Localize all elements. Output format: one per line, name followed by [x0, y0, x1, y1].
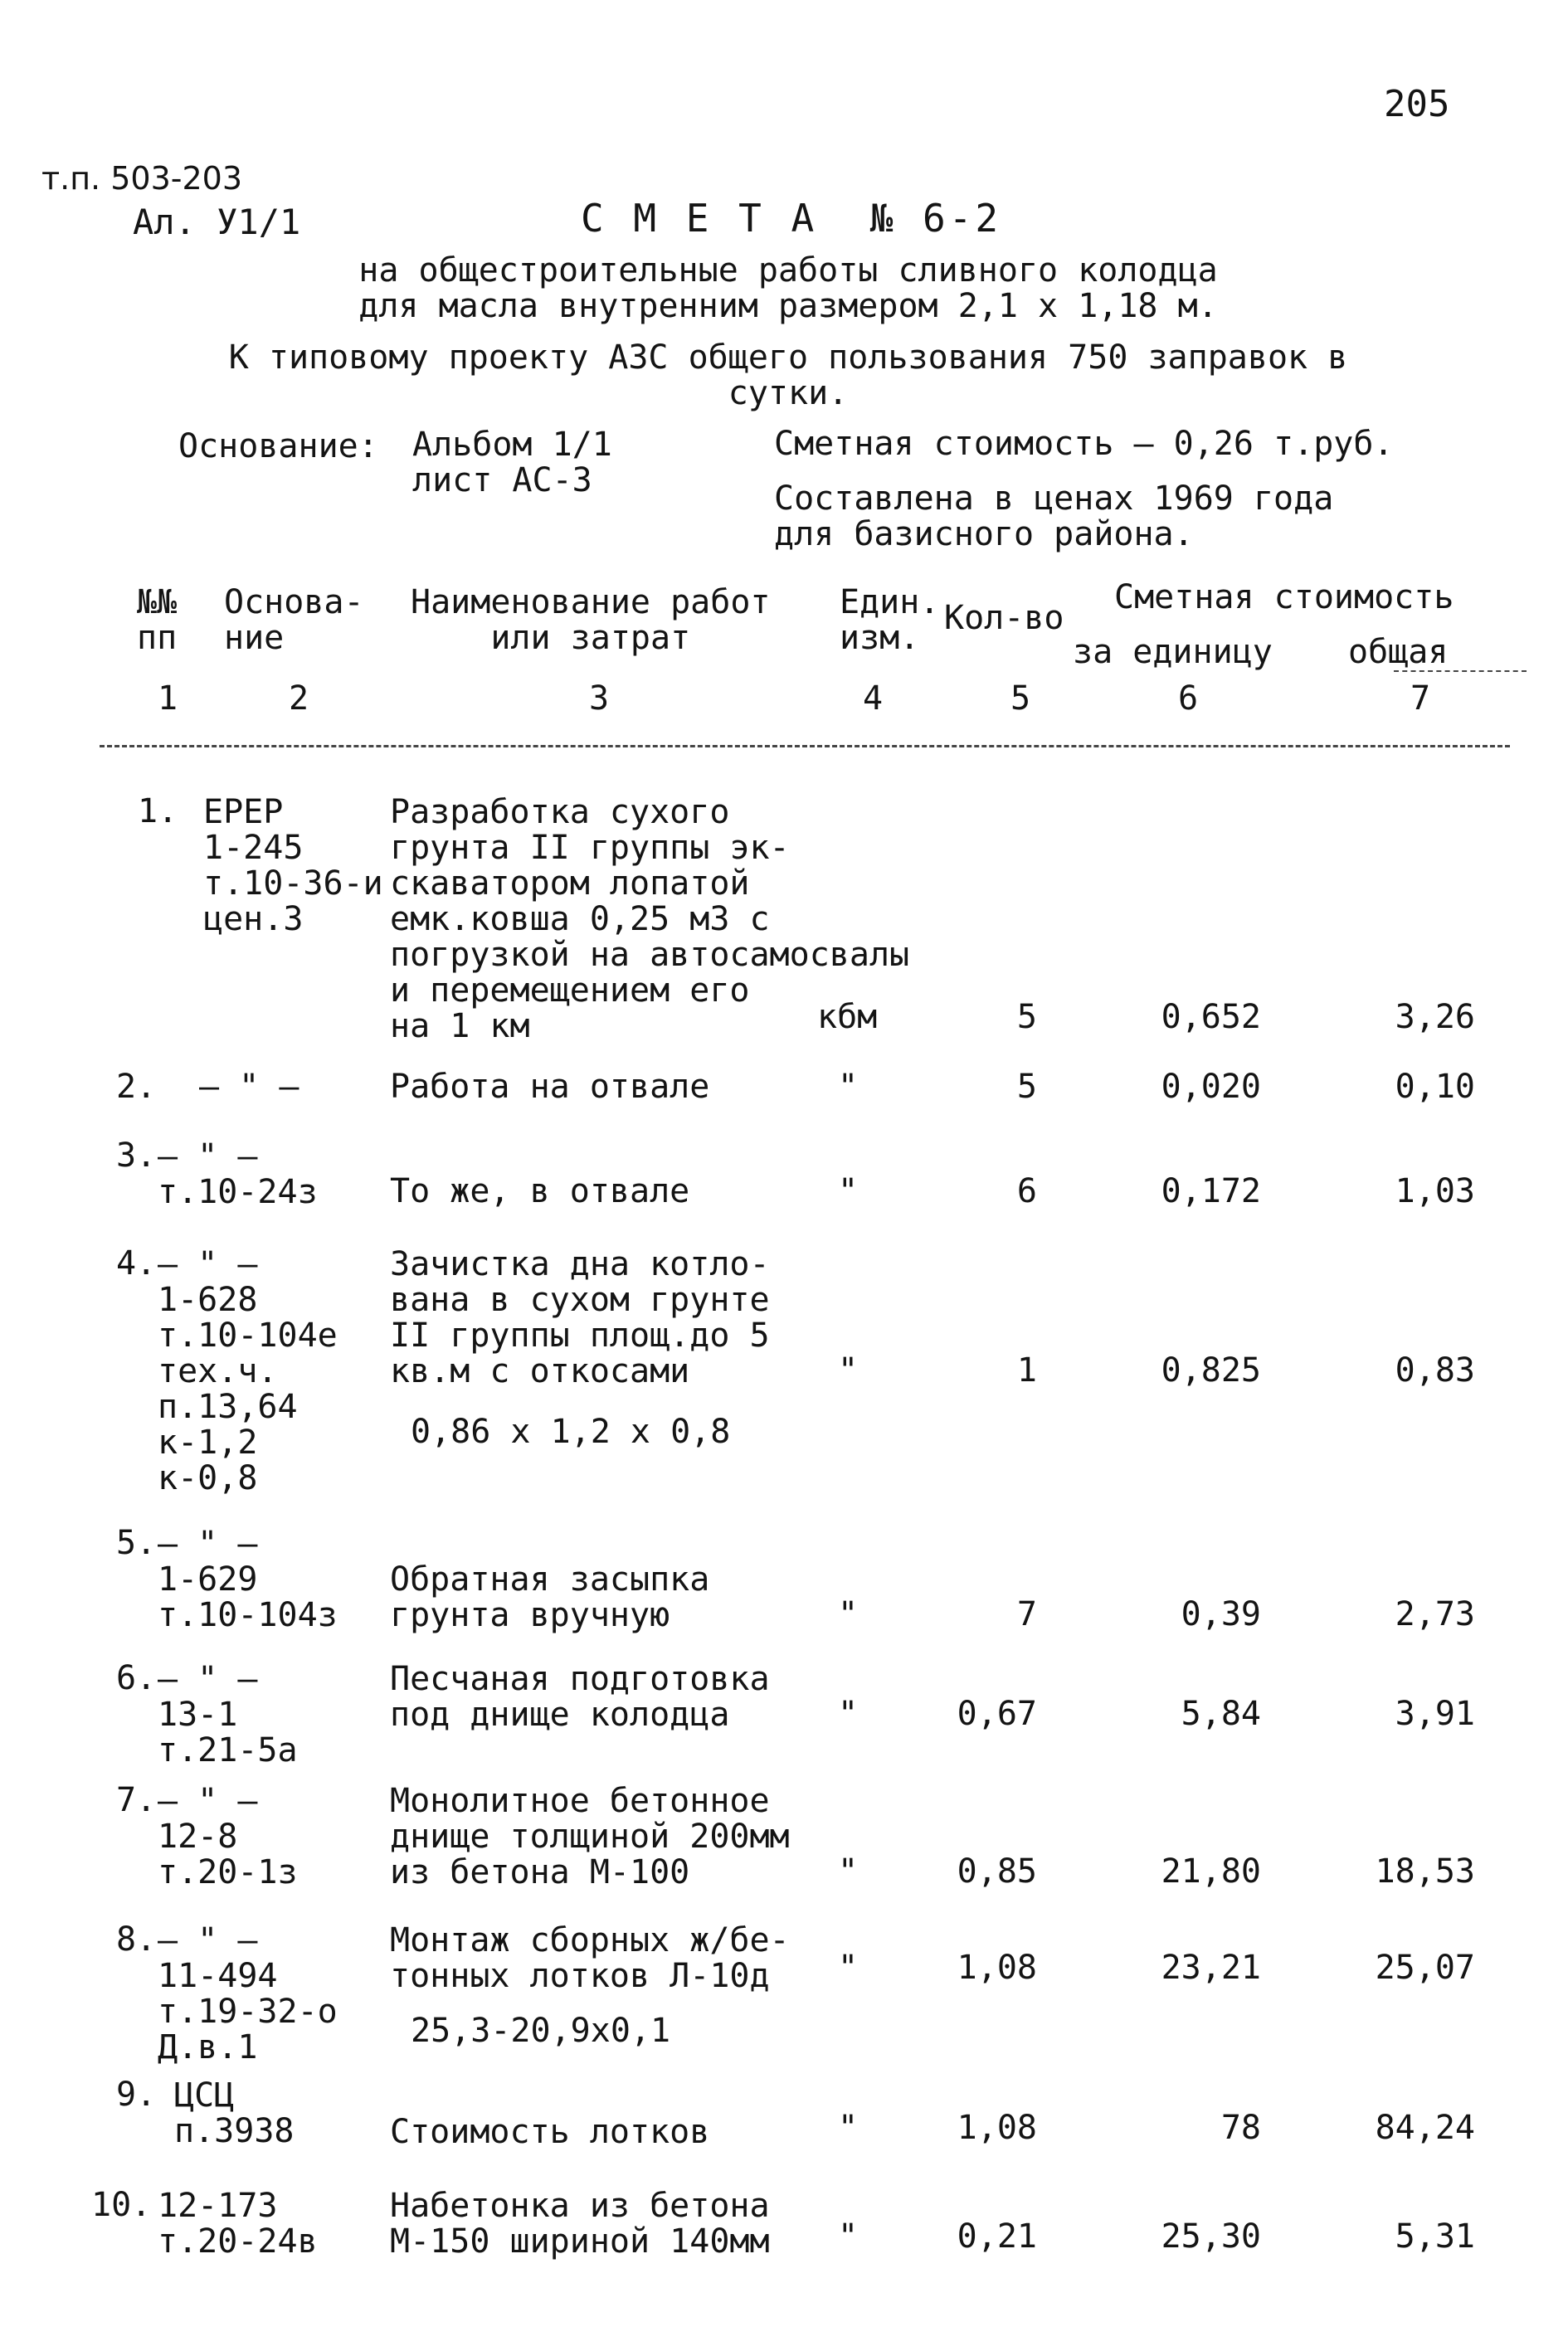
column-number: 6	[1177, 679, 1199, 718]
row-work-name: Стоимость лотков	[390, 2113, 710, 2151]
row-number: 3.	[116, 1137, 157, 1175]
row-unit: "	[838, 1172, 859, 1210]
row-work-name: То же, в отвале	[390, 1172, 690, 1210]
row-number: 6.	[116, 1659, 157, 1697]
row-unit: "	[838, 1595, 859, 1633]
row-calculation: 0,86 х 1,2 х 0,8	[411, 1413, 731, 1451]
row-basis: 12-173 т.20-24в	[158, 2187, 318, 2261]
row-number: 9.	[116, 2076, 157, 2114]
row-quantity: 5	[1016, 1068, 1037, 1106]
row-number: 8.	[116, 1920, 157, 1959]
row-unit-cost: 0,39	[1181, 1595, 1261, 1633]
row-total: 3,26	[1395, 998, 1475, 1036]
row-unit: "	[838, 2109, 859, 2147]
row-unit: "	[838, 1068, 859, 1106]
row-quantity: 0,67	[957, 1695, 1037, 1733]
row-work-name: Работа на отвале	[390, 1068, 710, 1106]
row-unit: "	[838, 1852, 859, 1891]
row-unit: кбм	[817, 998, 878, 1036]
row-work-name: Песчаная подготовка под днище колодца	[390, 1660, 770, 1734]
row-basis: – " – 12-8 т.20-1з	[158, 1782, 298, 1891]
column-number: 7	[1410, 679, 1431, 718]
row-total: 2,73	[1395, 1595, 1475, 1633]
row-number: 5.	[116, 1524, 157, 1562]
column-number: 3	[588, 679, 610, 718]
row-quantity: 1,08	[957, 2109, 1037, 2147]
row-number: 4.	[116, 1244, 157, 1283]
row-total: 0,10	[1395, 1068, 1475, 1106]
row-unit: "	[838, 1351, 859, 1390]
row-basis: – " – 1-628 т.10-104е тех.ч. п.13,64 к-1,2 к-0,8	[158, 1245, 338, 1497]
row-number: 10.	[91, 2186, 152, 2224]
column-header-name: Наименование работ или затрат	[411, 583, 771, 657]
column-number: 2	[288, 679, 309, 718]
row-unit-cost: 21,80	[1161, 1852, 1261, 1891]
row-calculation: 25,3-20,9х0,1	[411, 2012, 671, 2050]
row-number: 1.	[138, 792, 178, 830]
row-total: 0,83	[1395, 1351, 1475, 1390]
row-quantity: 6	[1016, 1172, 1037, 1210]
document-subtitle: на общестроительные работы сливного колодца для масла внутренним размером 2,1 х 1,18 м.	[358, 251, 1218, 325]
row-unit-cost: 5,84	[1181, 1695, 1261, 1733]
column-number: 1	[157, 679, 178, 718]
row-total: 25,07	[1375, 1949, 1475, 1987]
row-quantity: 7	[1016, 1595, 1037, 1633]
project-line: К типовому проекту АЗС общего пользования 750 заправок в сутки.	[228, 338, 1348, 412]
row-work-name: Разработка сухого грунта II группы эк- скаватором лопатой емк.ковша 0,25 м3 с погрузкой на автосамосвалы и перемещением его на 1 км	[390, 793, 910, 1045]
row-quantity: 1,08	[957, 1949, 1037, 1987]
row-unit: "	[838, 1949, 859, 1987]
row-quantity: 5	[1016, 998, 1037, 1036]
row-number: 2.	[116, 1068, 157, 1106]
document-title: С М Е Т А № 6-2	[581, 196, 1002, 241]
row-quantity: 0,21	[957, 2217, 1037, 2256]
column-header-unit: Един. изм.	[840, 583, 940, 657]
row-unit-cost: 23,21	[1161, 1949, 1261, 1987]
row-unit-cost: 25,30	[1161, 2217, 1261, 2256]
row-unit-cost: 0,825	[1161, 1351, 1261, 1390]
row-basis: – " –	[199, 1068, 299, 1106]
row-total: 84,24	[1375, 2109, 1475, 2147]
page-number: 205	[1384, 83, 1450, 125]
row-quantity: 1	[1016, 1351, 1037, 1390]
row-basis: – " – т.10-24з	[158, 1137, 318, 1211]
column-header-basis: Основа- ние	[224, 583, 364, 657]
column-number: 4	[862, 679, 884, 718]
row-total: 3,91	[1395, 1695, 1475, 1733]
row-work-name: Монолитное бетонное днище толщиной 200мм из бетона М-100	[390, 1782, 790, 1891]
row-work-name: Обратная засыпка грунта вручную	[390, 1560, 710, 1634]
project-reference: т.п. 503-203	[41, 160, 242, 197]
header-separator	[100, 745, 1510, 747]
column-header-cost-group: Сметная стоимость	[1114, 578, 1454, 616]
row-basis: – " – 11-494 т.19-32-о Д.в.1	[158, 1921, 338, 2066]
header-dash-short	[1394, 670, 1527, 672]
row-quantity: 0,85	[957, 1852, 1037, 1891]
row-unit-cost: 0,652	[1161, 998, 1261, 1036]
column-number: 5	[1010, 679, 1031, 718]
row-unit-cost: 0,172	[1161, 1172, 1261, 1210]
row-unit: "	[838, 1695, 859, 1733]
row-basis: ЕРЕР 1-245 т.10-36-и цен.3	[203, 793, 383, 938]
row-work-name: Монтаж сборных ж/бе- тонных лотков Л-10д	[390, 1921, 790, 1995]
estimated-cost: Сметная стоимость – 0,26 т.руб.	[774, 425, 1394, 463]
row-basis: ЦСЦ п.3938	[174, 2076, 295, 2150]
row-number: 7.	[116, 1781, 157, 1819]
row-total: 5,31	[1395, 2217, 1475, 2256]
row-unit-cost: 0,020	[1161, 1068, 1261, 1106]
row-work-name: Зачистка дна котло- вана в сухом грунте II группы площ.до 5 кв.м с откосами	[390, 1245, 770, 1390]
row-total: 1,03	[1395, 1172, 1475, 1210]
row-total: 18,53	[1375, 1852, 1475, 1891]
column-header-total: общая	[1348, 633, 1449, 671]
row-basis: – " – 13-1 т.21-5а	[158, 1660, 298, 1769]
column-header-unit-cost: за единицу	[1073, 633, 1273, 671]
row-unit: "	[838, 2217, 859, 2256]
row-unit-cost: 78	[1220, 2109, 1261, 2147]
basis-label: Основание:	[178, 427, 378, 465]
column-header-number: №№ пп	[137, 583, 178, 657]
basis-value: Альбом 1/1 лист АС-3	[412, 426, 612, 499]
price-basis: Составлена в ценах 1969 года для базисного района.	[774, 479, 1334, 553]
album-reference: Ал. У1/1	[133, 202, 301, 242]
row-basis: – " – 1-629 т.10-104з	[158, 1525, 338, 1634]
row-work-name: Набетонка из бетона М-150 шириной 140мм	[390, 2187, 770, 2261]
column-header-quantity: Кол-во	[944, 599, 1064, 637]
